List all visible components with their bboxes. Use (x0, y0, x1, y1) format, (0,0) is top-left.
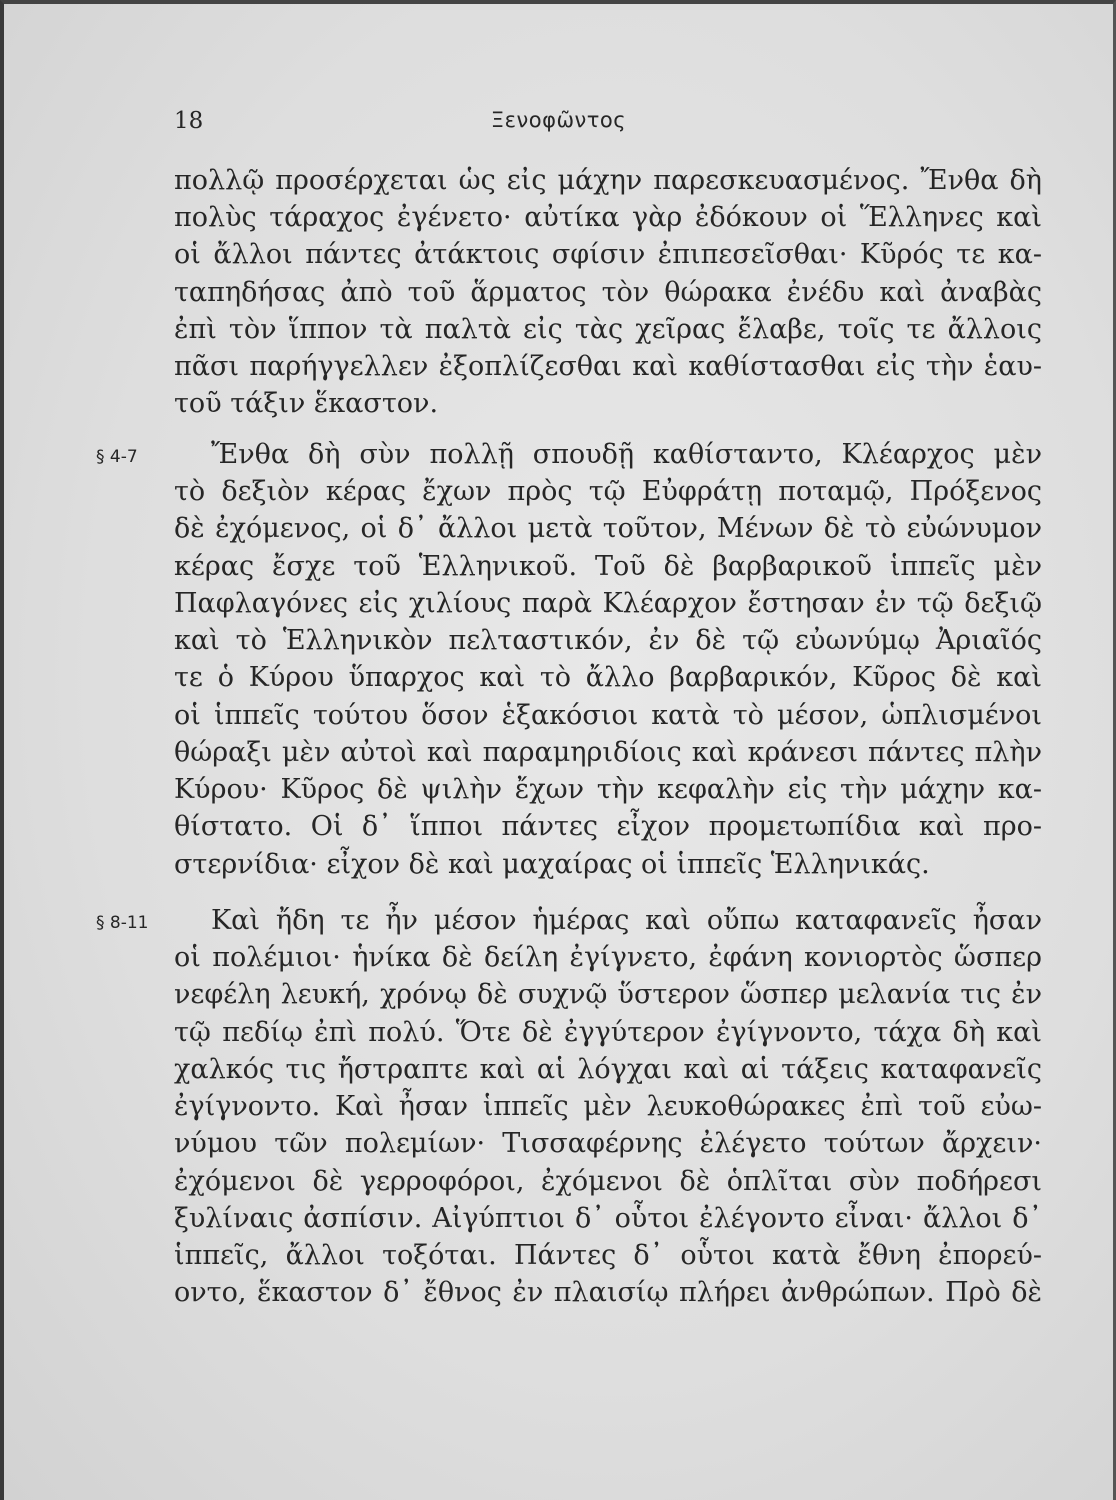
text-line: τοῦ τάξιν ἕκαστον. (174, 388, 439, 419)
text-line: θώραξι μὲν αὐτοὶ καὶ παραμηριδίοις καὶ κράνεσι πάντες πλὴν (174, 737, 1042, 768)
text-line: Ἔνθα δὴ σὺν πολλῇ σπουδῇ καθίσταντο, Κλέαρχος μὲν (211, 439, 1042, 470)
text-line: πολλῷ προσέρχεται ὡς εἰς μάχην παρεσκευασμένος. Ἔνθα δὴ (174, 165, 1042, 196)
text-line: ἐγίγνοντο. Καὶ ἦσαν ἱππεῖς μὲν λευκοθώρακες ἐπὶ τοῦ εὐω- (174, 1091, 1042, 1122)
running-title: Ξενοφῶντος (490, 108, 627, 132)
text-line: Παφλαγόνες εἰς χιλίους παρὰ Κλέαρχον ἔστησαν ἐν τῷ δεξιῷ (174, 588, 1042, 619)
text-line: Κύρου· Κῦρος δὲ ψιλὴν ἔχων τὴν κεφαλὴν εἰς τὴν μάχην κα- (174, 774, 1042, 805)
marginal-note-8-11: § 8-11 (96, 913, 149, 933)
text-line: ἱππεῖς, ἄλλοι τοξόται. Πάντες δ᾽ οὗτοι κατὰ ἔθνη ἐπορεύ- (174, 1240, 1042, 1271)
text-line: πολὺς τάραχος ἐγένετο· αὐτίκα γὰρ ἐδόκουν οἱ Ἕλληνες καὶ (174, 202, 1042, 233)
text-line: νεφέλη λευκή, χρόνῳ δὲ συχνῷ ὕστερον ὥσπερ μελανία τις ἐν (174, 979, 1042, 1010)
text-line: κέρας ἔσχε τοῦ Ἑλληνικοῦ. Τοῦ δὲ βαρβαρικοῦ ἱππεῖς μὲν (174, 551, 1042, 582)
text-line: πᾶσι παρήγγελλεν ἐξοπλίζεσθαι καὶ καθίστασθαι εἰς τὴν ἑαυ- (174, 351, 1042, 382)
text-line: τε ὁ Κύρου ὕπαρχος καὶ τὸ ἄλλο βαρβαρικόν, Κῦρος δὲ καὶ (174, 662, 1042, 693)
text-line: οἱ ἱππεῖς τούτου ὅσον ἑξακόσιοι κατὰ τὸ μέσον, ὡπλισμένοι (174, 700, 1042, 731)
text-line: Καὶ ἤδη τε ἦν μέσον ἡμέρας καὶ οὔπω καταφανεῖς ἦσαν (211, 905, 1042, 936)
text-line: θίστατο. Οἱ δ᾽ ἵπποι πάντες εἶχον προμετωπίδια καὶ προ- (174, 811, 1042, 842)
text-line: δὲ ἐχόμενος, οἱ δ᾽ ἄλλοι μετὰ τοῦτον, Μένων δὲ τὸ εὐώνυμον (174, 513, 1042, 544)
text-line: οἱ ἄλλοι πάντες ἀτάκτοις σφίσιν ἐπιπεσεῖσθαι· Κῦρός τε κα- (174, 239, 1042, 270)
text-line: τῷ πεδίῳ ἐπὶ πολύ. Ὅτε δὲ ἐγγύτερον ἐγίγνοντο, τάχα δὴ καὶ (174, 1017, 1042, 1048)
text-line: ξυλίναις ἀσπίσιν. Αἰγύπτιοι δ᾽ οὗτοι ἐλέγοντο εἶναι· ἄλλοι δ᾽ (174, 1203, 1042, 1234)
text-line: ἐχόμενοι δὲ γερροφόροι, ἐχόμενοι δὲ ὁπλῖται σὺν ποδήρεσι (174, 1166, 1042, 1197)
text-line: οἱ πολέμιοι· ἡνίκα δὲ δείλη ἐγίγνετο, ἐφάνη κονιορτὸς ὥσπερ (174, 942, 1042, 973)
page-number: 18 (174, 108, 204, 134)
text-line: οντο, ἕκαστον δ᾽ ἔθνος ἐν πλαισίῳ πλήρει ἀνθρώπων. Πρὸ δὲ (174, 1277, 1042, 1308)
text-line: χαλκός τις ἤστραπτε καὶ αἱ λόγχαι καὶ αἱ τάξεις καταφανεῖς (174, 1054, 1042, 1085)
text-line: στερνίδια· εἶχον δὲ καὶ μαχαίρας οἱ ἱππεῖς Ἑλληνικάς. (174, 849, 930, 880)
text-line: τὸ δεξιὸν κέρας ἔχων πρὸς τῷ Εὐφράτῃ ποταμῷ, Πρόξενος (174, 476, 1042, 507)
text-line: καὶ τὸ Ἑλληνικὸν πελταστικόν, ἐν δὲ τῷ εὐωνύμῳ Ἀριαῖός (174, 625, 1042, 656)
text-line: ἐπὶ τὸν ἵππον τὰ παλτὰ εἰς τὰς χεῖρας ἔλαβε, τοῖς τε ἄλλοις (174, 314, 1042, 345)
text-line: νύμου τῶν πολεμίων· Τισσαφέρνης ἐλέγετο τούτων ἄρχειν· (174, 1128, 1042, 1159)
marginal-note-4-7: § 4-7 (96, 447, 138, 467)
text-line: ταπηδήσας ἀπὸ τοῦ ἅρματος τὸν θώρακα ἐνέδυ καὶ ἀναβὰς (174, 277, 1042, 308)
